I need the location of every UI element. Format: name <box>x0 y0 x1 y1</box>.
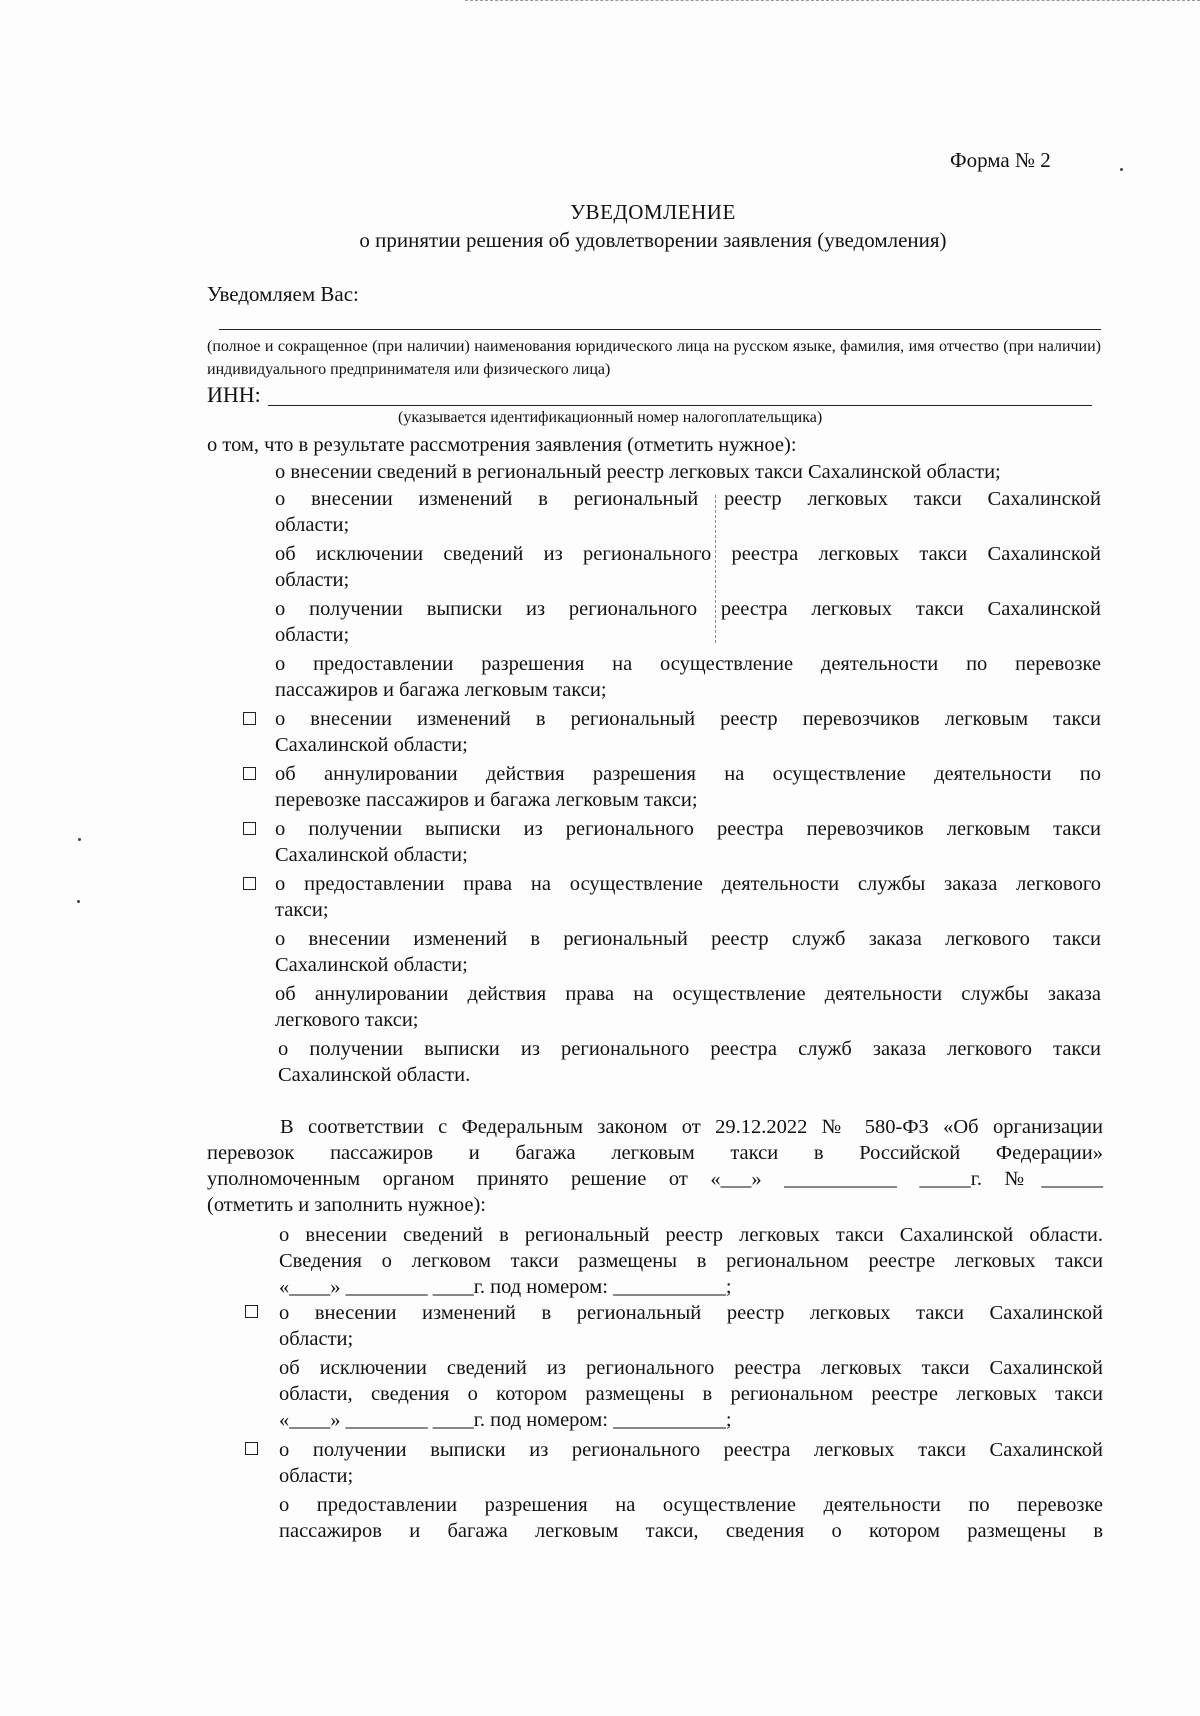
name-caption: (полное и сокращенное (при наличии) наименования юридического лица на русском языке, фамилия, имя отчество (при наличии) индивидуального предпринимателя или физического лица) <box>207 338 1101 378</box>
option-4-line2: области; <box>275 624 350 646</box>
option-7 <box>275 761 1101 813</box>
option-10-line1: о внесении изменений в региональный реестр служб заказа легкового такси <box>275 928 1101 950</box>
decision-option-2 <box>279 1300 1103 1352</box>
intro-text: о том, что в результате рассмотрения заявления (отметить нужное): <box>207 434 797 456</box>
decision-option-5 <box>279 1492 1103 1544</box>
scan-artifact-dot <box>78 838 81 841</box>
decision-option-2-checkbox[interactable] <box>245 1305 258 1318</box>
option-7-line2: перевозке пассажиров и багажа легковым такси; <box>275 789 698 811</box>
option-8 <box>275 816 1101 868</box>
option-9-checkbox[interactable] <box>243 877 256 890</box>
decision-option-4-line2: области; <box>279 1465 354 1487</box>
option-4 <box>275 596 1101 648</box>
option-11-line2: легкового такси; <box>275 1009 419 1031</box>
option-2-line1: о внесении изменений в региональный реестр легковых такси Сахалинской <box>275 488 1101 510</box>
form-number: Форма № 2 <box>950 148 1051 172</box>
option-2-line2: области; <box>275 514 350 536</box>
decision-option-3-line1: об исключении сведений из регионального реестра легковых такси Сахалинской <box>279 1357 1103 1379</box>
decision-line1: В соответствии с Федеральным законом от 29.12.2022 № 580-ФЗ «Об организации <box>280 1116 1103 1138</box>
decision-option-5-line1: о предоставлении разрешения на осуществление деятельности по перевозке <box>279 1494 1103 1516</box>
option-12-line2: Сахалинской области. <box>278 1064 471 1086</box>
option-10 <box>275 926 1101 978</box>
scan-artifact-dot <box>1120 168 1123 171</box>
option-7-line1: об аннулировании действия разрешения на осуществление деятельности по <box>275 763 1101 785</box>
decision-option-3-line3: «____» ________ ____г. под номером: ___________; <box>279 1409 732 1431</box>
notify-label: Уведомляем Вас: <box>207 282 359 306</box>
decision-option-4-line1: о получении выписки из регионального реестра легковых такси Сахалинской <box>279 1439 1103 1461</box>
option-3 <box>275 541 1101 593</box>
document-subtitle: о принятии решения об удовлетворении заявления (уведомления) <box>359 228 947 252</box>
decision-option-1-line3: «____» ________ ____г. под номером: ___________; <box>279 1276 732 1298</box>
option-9 <box>275 871 1101 923</box>
inn-label: ИНН: <box>207 382 261 407</box>
option-5-line2: пассажиров и багажа легковым такси; <box>275 679 607 701</box>
decision-option-1-line1: о внесении сведений в региональный реестр легковых такси Сахалинской области. <box>279 1224 1103 1246</box>
option-11 <box>275 981 1101 1033</box>
option-9-line2: такси; <box>275 899 329 921</box>
decision-option-4-checkbox[interactable] <box>245 1442 258 1455</box>
option-1: о внесении сведений в региональный реестр легковых такси Сахалинской области; <box>275 461 1001 483</box>
option-8-checkbox[interactable] <box>243 822 256 835</box>
decision-line2: перевозок пассажиров и багажа легковым такси в Российской Федерации» <box>207 1142 1103 1164</box>
option-8-line1: о получении выписки из регионального реестра перевозчиков легковым такси <box>275 818 1101 840</box>
name-fill-line <box>219 329 1101 330</box>
option-10-line2: Сахалинской области; <box>275 954 468 976</box>
decision-option-2-line2: области; <box>279 1328 354 1350</box>
option-9-line1: о предоставлении права на осуществление деятельности службы заказа легкового <box>275 873 1101 895</box>
option-3-line1: об исключении сведений из регионального реестра легковых такси Сахалинской <box>275 543 1101 565</box>
decision-option-3-line2: области, сведения о котором размещены в региональном реестре легковых такси <box>279 1383 1103 1405</box>
scan-artifact-top-edge <box>465 0 1200 1</box>
decision-option-1 <box>279 1222 1103 1300</box>
scan-artifact-line <box>715 495 716 643</box>
option-6-checkbox[interactable] <box>243 712 256 725</box>
option-8-line2: Сахалинской области; <box>275 844 468 866</box>
decision-option-2-line1: о внесении изменений в региональный реестр легковых такси Сахалинской <box>279 1302 1103 1324</box>
option-3-line2: области; <box>275 569 350 591</box>
decision-option-3 <box>279 1355 1103 1433</box>
option-12 <box>278 1036 1101 1088</box>
decision-line4: (отметить и заполнить нужное): <box>207 1194 486 1216</box>
decision-paragraph <box>207 1114 1103 1218</box>
option-5 <box>275 651 1101 703</box>
option-6-line2: Сахалинской области; <box>275 734 468 756</box>
option-6-line1: о внесении изменений в региональный реестр перевозчиков легковым такси <box>275 708 1101 730</box>
option-11-line1: об аннулировании действия права на осуществление деятельности службы заказа <box>275 983 1101 1005</box>
document-title: УВЕДОМЛЕНИЕ <box>570 200 736 224</box>
option-6 <box>275 706 1101 758</box>
option-2 <box>275 486 1101 538</box>
decision-option-1-line2: Сведения о легковом такси размещены в региональном реестре легковых такси <box>279 1250 1103 1272</box>
decision-option-4 <box>279 1437 1103 1489</box>
option-4-line1: о получении выписки из регионального реестра легковых такси Сахалинской <box>275 598 1101 620</box>
option-5-line1: о предоставлении разрешения на осуществление деятельности по перевозке <box>275 653 1101 675</box>
option-7-checkbox[interactable] <box>243 767 256 780</box>
scan-artifact-dot <box>77 900 80 903</box>
decision-option-5-line2: пассажиров и багажа легковым такси, сведения о котором размещены в <box>279 1520 1103 1542</box>
inn-caption: (указывается идентификационный номер налогоплательщика) <box>398 409 823 426</box>
decision-line3: уполномоченным органом принято решение от «___» ___________ _____г. №______ <box>207 1168 1103 1190</box>
option-12-line1: о получении выписки из регионального реестра служб заказа легкового такси <box>278 1038 1101 1060</box>
